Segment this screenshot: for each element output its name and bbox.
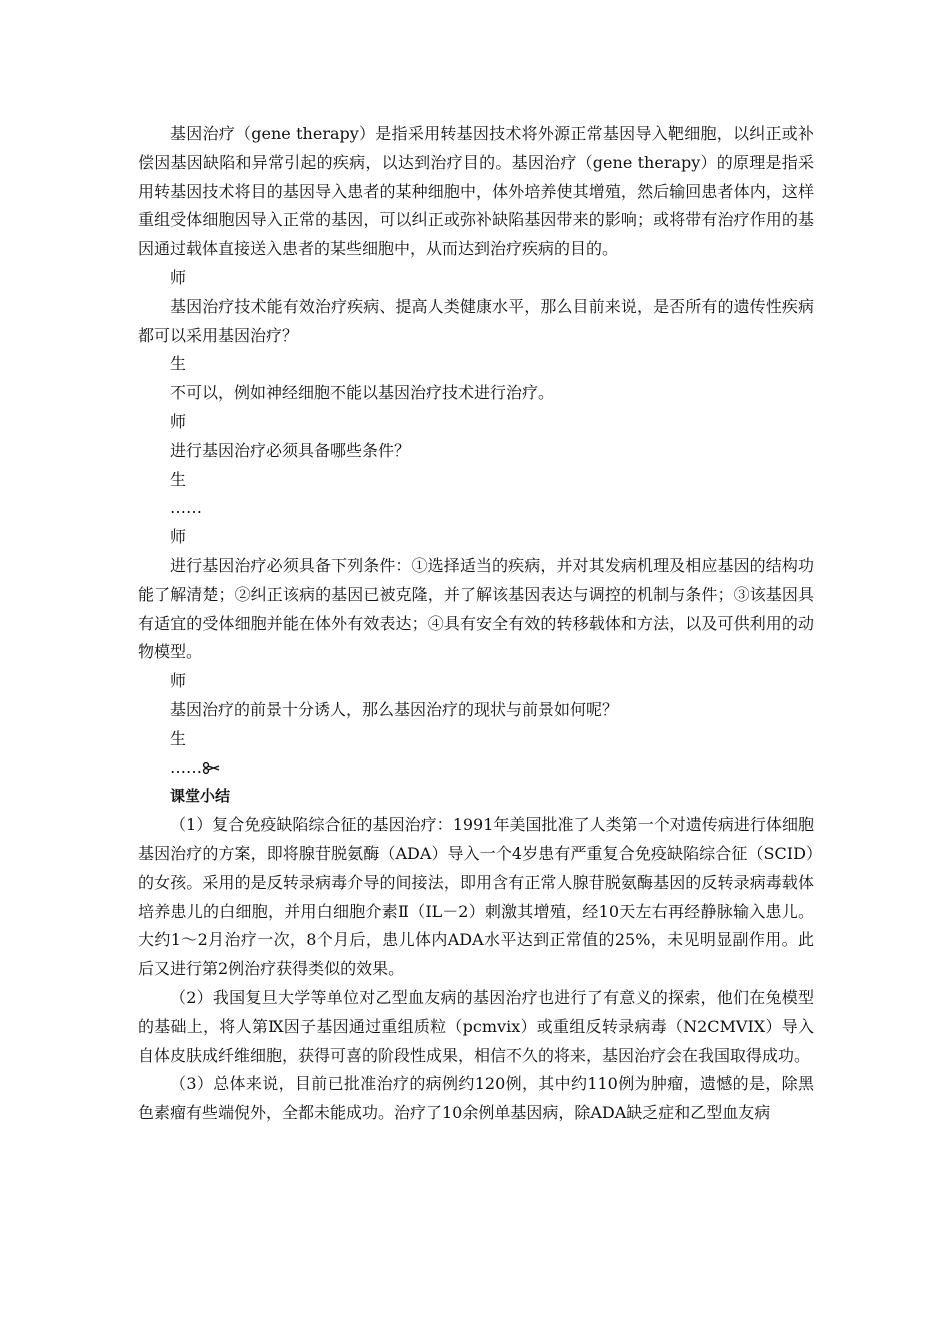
teacher-question: 进行基因治疗必须具备哪些条件？ — [170, 440, 411, 460]
summary-item-3: （3）总体来说，目前已批准治疗的病例约120例，其中约110例为肿瘤，遗憾的是，除黑色素瘤有些端倪外，全都未能成功。治疗了10余例单基因病，除ADA缺乏症和乙型血友病 — [138, 1074, 814, 1123]
student-answer: 不可以，例如神经细胞不能以基因治疗技术进行治疗。 — [170, 383, 555, 403]
speaker-teacher: 师 — [170, 411, 187, 431]
speaker-teacher: 师 — [170, 527, 187, 547]
speaker-teacher: 师 — [170, 267, 187, 287]
teacher-question: 基因治疗的前景十分诱人，那么基因治疗的现状与前景如何呢？ — [170, 699, 619, 719]
ellipsis-line — [138, 754, 814, 783]
section-heading: 课堂小结 — [170, 787, 231, 806]
paragraph-question: 基因治疗技术能有效治疗疾病、提高人类健康水平，那么目前来说，是否所有的遗传性疾病都可以采用基因治疗？ — [138, 296, 814, 345]
summary-item-1: （1）复合免疫缺陷综合征的基因治疗：1991年美国批准了人类第一个对遗传病进行体细胞基因治疗的方案，即将腺苷脱氨酶（ADA）导入一个4岁患有严重复合免疫缺陷综合征（SCID）的女孩。采用的是反转录病毒介导的间接法，即用含有正常人腺苷脱氨酶基因的反转录病毒载体培养患儿的白细胞，并用白细胞介素Ⅱ（IL－2）刺激其增殖，经10天左右再经静脉输入患儿。大约1～2月治疗一次，8个月后，患儿体内ADA水平达到正常值的25%，未见明显副作用。此后又进行第2例治疗获得类似的效果。 — [138, 815, 814, 979]
document-body — [138, 120, 814, 1128]
speaker-student: 生 — [170, 728, 187, 748]
ellipsis-text: …… — [170, 498, 202, 518]
speaker-student: 生 — [170, 354, 187, 374]
paragraph-conditions: 进行基因治疗必须具备下列条件：①选择适当的疾病，并对其发病机理及相应基因的结构功能了解清楚；②纠正该病的基因已被克隆，并了解该基因表达与调控的机制与条件；③该基因具有适宜的受体细胞并能在体外有效表达；④具有安全有效的转移载体和方法，以及可供利用的动物模型。 — [138, 555, 814, 662]
summary-item-2: （2）我国复旦大学等单位对乙型血友病的基因治疗也进行了有意义的探索，他们在兔模型的基础上，将人第Ⅸ因子基因通过重组质粒（pcmvix）或重组反转录病毒（N2CMVIX）导入自体皮肤成纤维细胞，获得可喜的阶段性成果，相信不久的将来，基因治疗会在我国取得成功。 — [138, 987, 814, 1065]
speaker-student: 生 — [170, 469, 187, 489]
scissors-icon — [202, 761, 220, 775]
speaker-teacher: 师 — [170, 671, 187, 691]
paragraph-definition: 基因治疗（gene therapy）是指采用转基因技术将外源正常基因导入靶细胞，以纠正或补偿因基因缺陷和异常引起的疾病，以达到治疗目的。基因治疗（gene therapy）的原理是指采用转基因技术将目的基因导入患者的某种细胞中，体外培养使其增殖，然后输回患者体内，这样重组受体细胞因导入正常的基因，可以纠正或弥补缺陷基因带来的影响；或将带有治疗作用的基因通过载体直接送入患者的某些细胞中，从而达到治疗疾病的目的。 — [138, 124, 814, 259]
ellipsis-text: …… — [170, 757, 202, 777]
